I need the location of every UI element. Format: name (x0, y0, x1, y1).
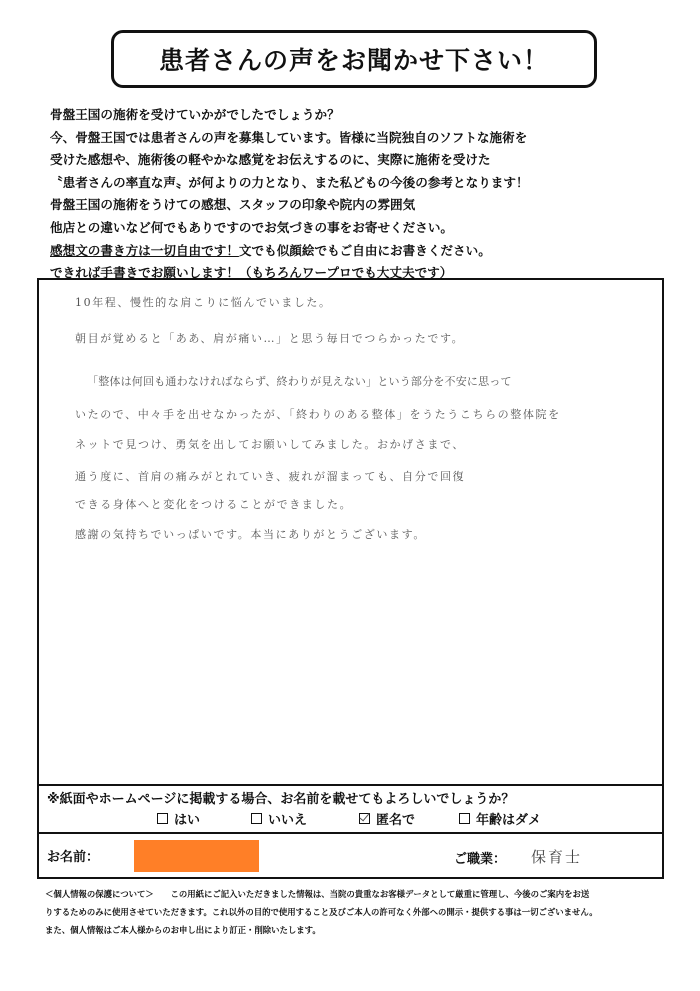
checkbox-yes[interactable] (157, 813, 168, 824)
option-label: 匿名で (376, 813, 416, 828)
checkbox-no-age[interactable] (459, 813, 470, 824)
job-label: ご職業： (454, 852, 507, 867)
comment-line: いたので、中々手を出せなかったが、「終わりのある整体」をうたうこちらの整体院を (75, 408, 561, 421)
intro-line-rule (50, 240, 670, 263)
intro-line: 受けた感想や、施術後の軽やかな感覚をお伝えするのに、実際に施術を受けた (50, 152, 491, 168)
intro-rule-rest: 文でも似顔絵でもご自由にお書きください。 (238, 242, 491, 258)
option-label: いいえ (268, 813, 308, 828)
comment-line: 朝目が覚めると「ああ、肩が痛い…」と思う毎日でつらかったです。 (75, 332, 465, 345)
consent-option-no-age[interactable] (459, 809, 541, 828)
job-value: 保育士 (531, 848, 583, 866)
consent-option-yes[interactable] (157, 809, 200, 828)
name-job-section (37, 832, 664, 879)
option-label: はい (174, 813, 201, 828)
intro-line: 骨盤王国の施術をうけての感想、スタッフの印象や院内の雰囲気 (50, 197, 416, 213)
comment-line: 感謝の気持ちでいっぱいです。本当にありがとうございます。 (75, 528, 426, 541)
comment-line: 10年程、慢性的な肩こりに悩んでいました。 (75, 296, 332, 309)
title-box (111, 30, 597, 88)
consent-option-no[interactable] (251, 809, 307, 828)
consent-section (37, 786, 664, 832)
comment-box (37, 278, 664, 786)
name-redaction-block (134, 840, 259, 872)
consent-option-anonymous[interactable] (359, 809, 415, 828)
privacy-line: ＜個人情報の保護について＞ この用紙にご記入いただきました情報は、当院の貴重なお客様データとして厳重に管理し、今後のご案内をお送 (45, 889, 590, 899)
checkbox-no[interactable] (251, 813, 262, 824)
page-title: 患者さんの声をお聞かせ下さい！ (158, 46, 549, 75)
checkbox-anonymous-checked[interactable] (359, 813, 370, 824)
name-label: お名前： (47, 850, 100, 865)
comment-line: 通う度に、首肩の痛みがとれていき、疲れが溜まっても、自分で回復 (75, 470, 466, 483)
intro-line: 今、骨盤王国では患者さんの声を募集しています。皆様に当院独自のソフトな施術を (50, 129, 528, 145)
option-label: 年齢はダメ (476, 813, 542, 828)
consent-question: ※紙面やホームページに掲載する場合、お名前を載せてもよろしいでしょうか？ (47, 792, 515, 807)
intro-line: 〝患者さんの率直な声〟が何よりの力となり、また私どもの今後の参考となります！ (50, 174, 529, 190)
privacy-notice (45, 885, 675, 939)
intro-line: 他店との違いなど何でもありですのでお気づきの事をお寄せください。 (50, 219, 453, 235)
comment-line: できる身体へと変化をつけることができました。 (75, 498, 353, 511)
intro-line: できれば手書きでお願いします！（もちろんワープロでも大丈夫です） (50, 265, 453, 281)
privacy-line: りするためのみに使用させていただきます。これ以外の目的で使用すること及びご本人の許可なく外部への開示・提供する事は一切ございません。 (45, 907, 598, 917)
intro-text (50, 104, 670, 285)
comment-line: 「整体は何回も通わなければならず、終わりが見えない」という部分を不安に思って (87, 375, 512, 388)
intro-rule-underlined: 感想文の書き方は一切自由です！ (50, 242, 239, 258)
intro-line: 骨盤王国の施術を受けていかがでしたでしょうか？ (50, 107, 340, 122)
privacy-line: また、個人情報はご本人様からのお申し出により訂正・削除いたします。 (45, 925, 321, 935)
comment-line: ネットで見つけ、勇気を出してお願いしてみました。おかげさまで、 (75, 438, 465, 451)
